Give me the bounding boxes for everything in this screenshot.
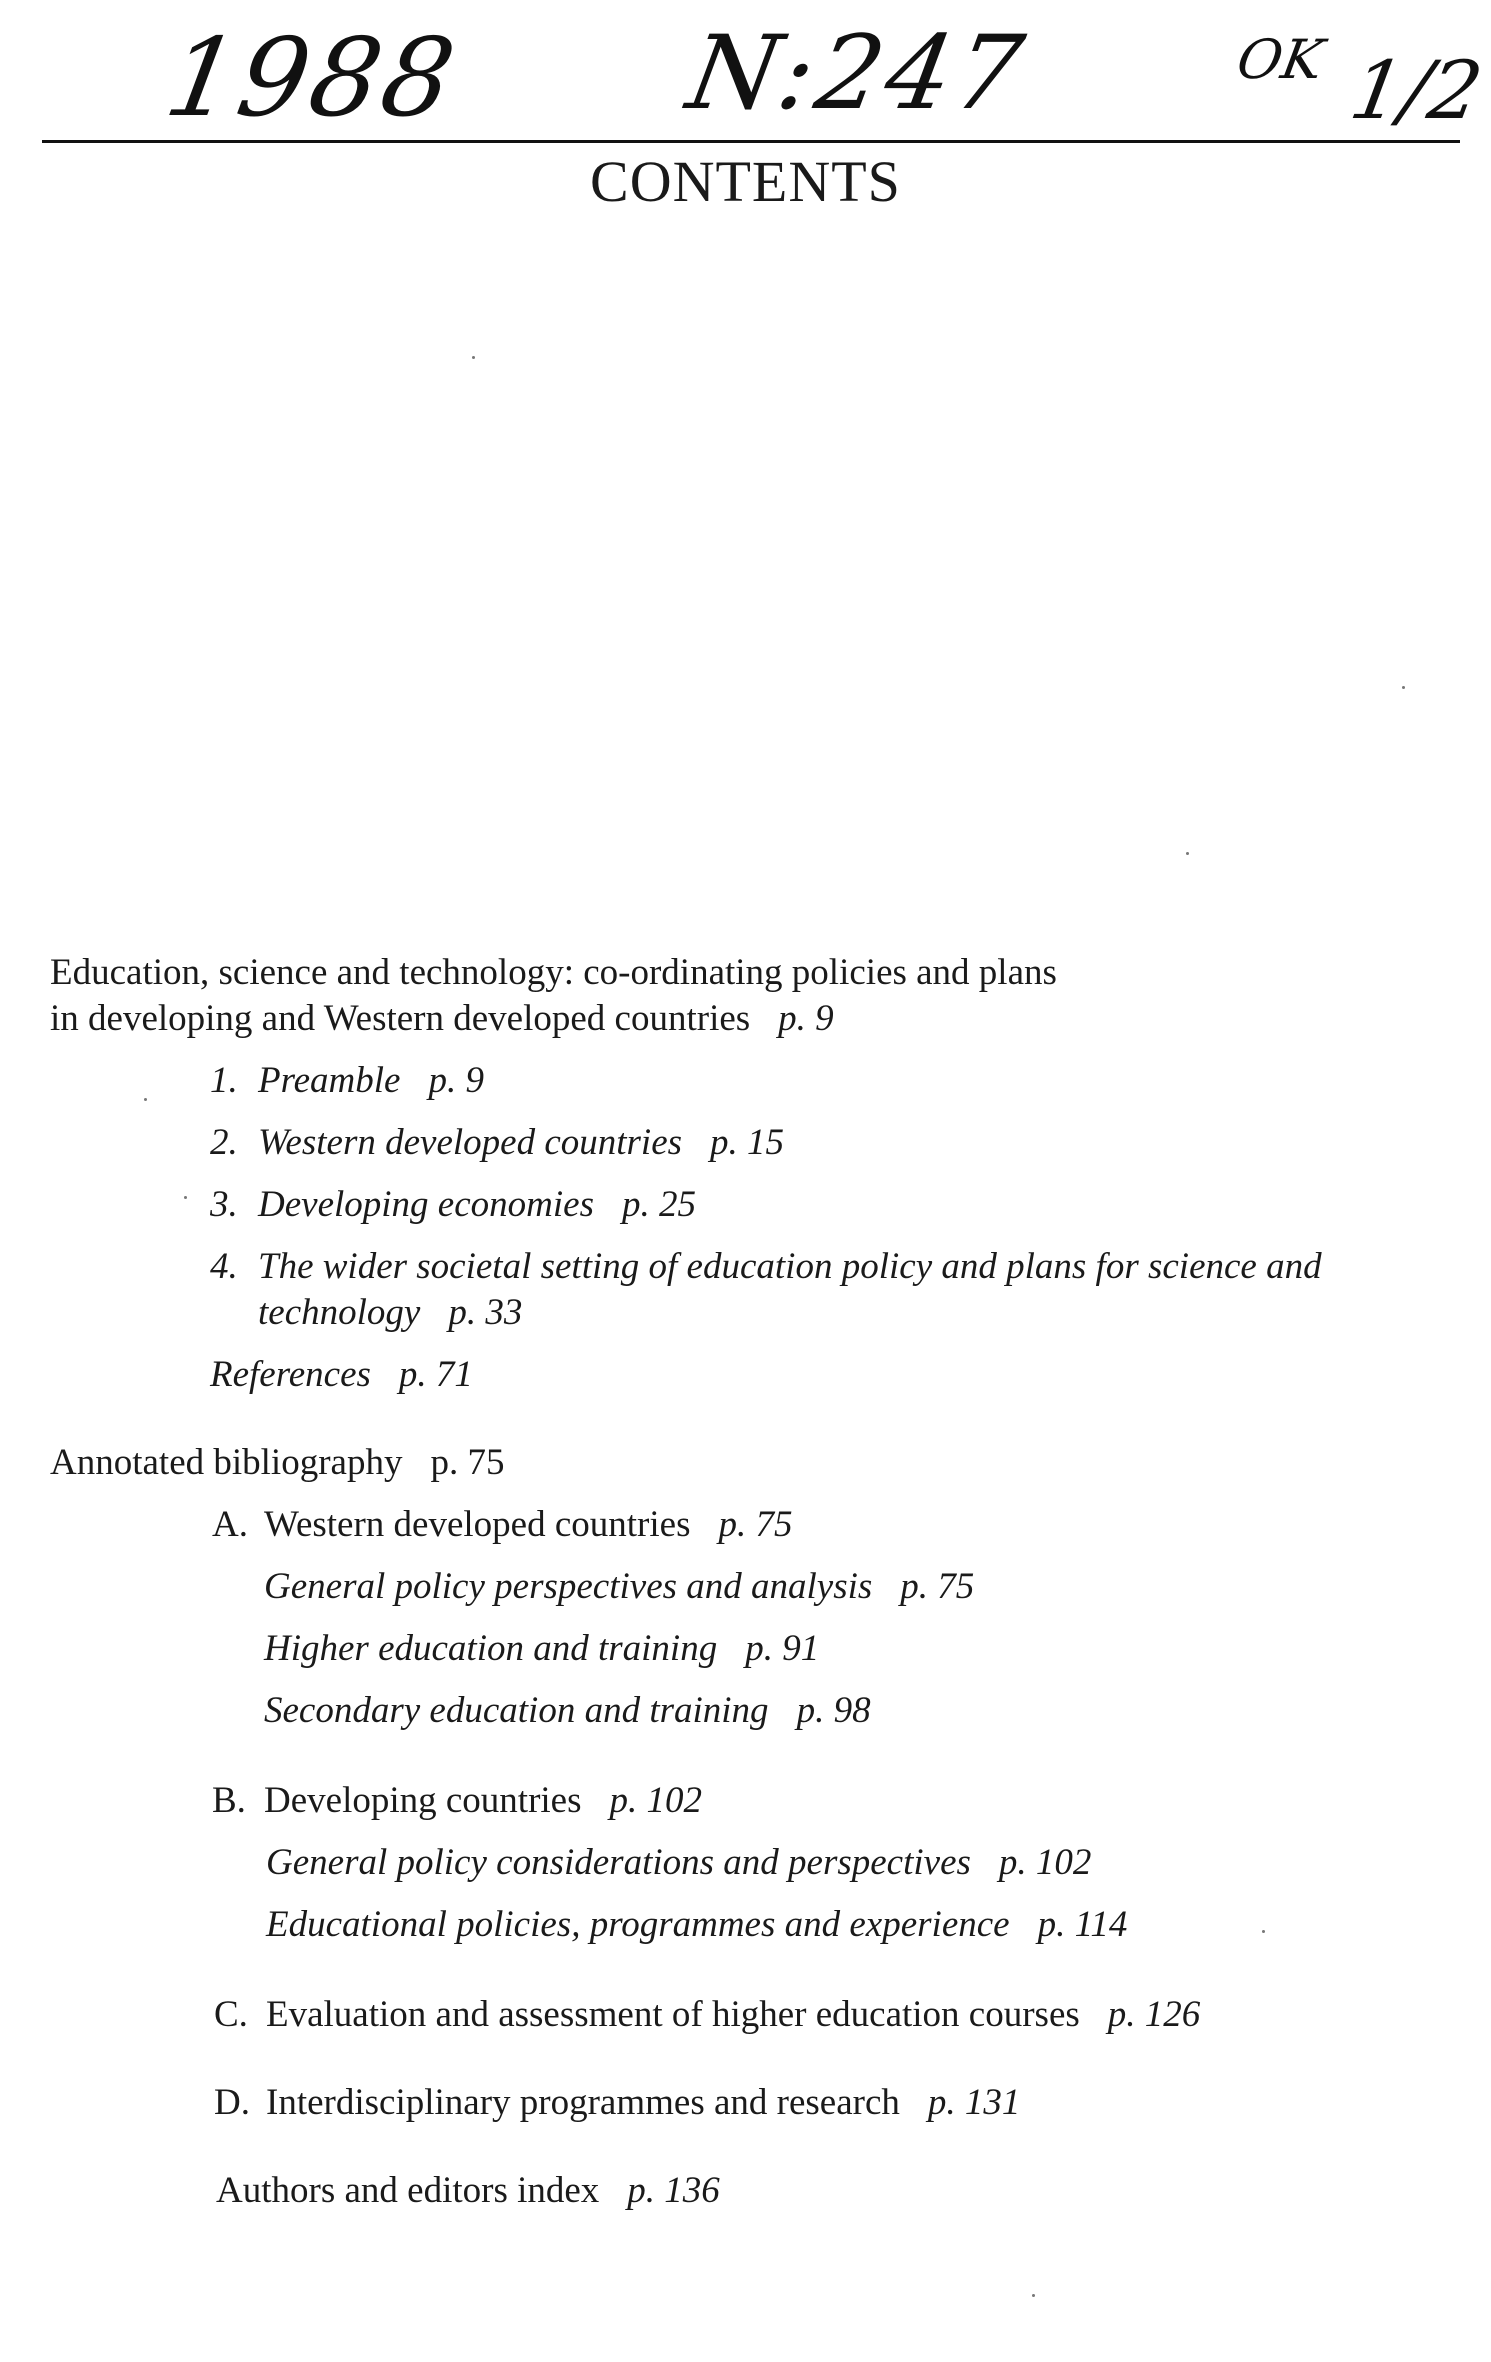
handwritten-ok: OK — [1232, 28, 1329, 91]
chapter-page: p. 9 — [428, 1060, 484, 1101]
references-page: p. 71 — [398, 1354, 473, 1395]
scan-speck — [184, 1196, 187, 1199]
scan-speck — [472, 356, 475, 359]
section-entry — [212, 1502, 792, 1548]
chapter-title: Western developed countries — [258, 1122, 683, 1163]
bibliography-title: Annotated bibliography — [50, 1442, 403, 1483]
chapter-title: Preamble — [258, 1060, 401, 1101]
chapter-number: 2. — [210, 1122, 238, 1163]
handwritten-year: 1988 — [156, 16, 466, 141]
subsection-entry — [264, 1688, 871, 1734]
section-letter: B. — [212, 1780, 246, 1821]
references-title: References — [210, 1354, 371, 1395]
handwritten-fraction: 1/2 — [1343, 44, 1489, 137]
section-entry — [212, 1778, 702, 1824]
section-title: Interdisciplinary programmes and research — [266, 2082, 900, 2123]
subsection-entry — [266, 1902, 1127, 1948]
chapter-entry — [210, 1120, 784, 1166]
chapter-number: 3. — [210, 1184, 238, 1225]
intro-title-line-1: Education, science and technology: co-ordinating policies and plans — [50, 952, 1057, 993]
scan-speck — [1032, 2294, 1035, 2297]
chapter-entry — [210, 1058, 484, 1104]
index-entry — [216, 2168, 720, 2214]
bibliography-entry — [50, 1440, 504, 1486]
handwritten-number: N:247 — [679, 14, 1036, 133]
chapter-title: Developing economies — [258, 1184, 594, 1225]
section-letter: C. — [214, 1994, 248, 2035]
subsection-entry — [264, 1626, 819, 1672]
intro-line-2 — [50, 996, 834, 1042]
subsection-page: p. 75 — [900, 1566, 975, 1607]
intro-title-line-2: in developing and Western developed countries — [50, 998, 751, 1039]
chapter-page: p. 15 — [710, 1122, 785, 1163]
chapter-entry — [210, 1182, 696, 1228]
section-entry — [214, 1992, 1200, 2038]
page-title: CONTENTS — [590, 149, 901, 214]
chapter-title-continued: technology — [258, 1292, 421, 1333]
index-page: p. 136 — [627, 2170, 720, 2211]
chapter-number: 1. — [210, 1060, 238, 1101]
section-page: p. 75 — [718, 1504, 793, 1545]
chapter-entry — [210, 1244, 1322, 1290]
index-title: Authors and editors index — [216, 2170, 600, 2211]
section-title: Developing countries — [264, 1780, 582, 1821]
scan-speck — [1186, 852, 1189, 855]
scan-speck — [1402, 686, 1405, 689]
subsection-page: p. 98 — [796, 1690, 871, 1731]
chapter-number: 4. — [210, 1246, 238, 1287]
subsection-title: Higher education and training — [264, 1628, 718, 1669]
section-page: p. 126 — [1107, 1994, 1201, 2035]
references-entry — [210, 1352, 473, 1398]
subsection-entry — [264, 1564, 974, 1610]
intro-line-1 — [50, 950, 1057, 996]
chapter-page: p. 33 — [448, 1292, 523, 1333]
intro-page: p. 9 — [778, 998, 834, 1039]
subsection-page: p. 114 — [1037, 1904, 1128, 1945]
subsection-page: p. 102 — [998, 1842, 1092, 1883]
subsection-title: Educational policies, programmes and experience — [266, 1904, 1010, 1945]
section-title: Evaluation and assessment of higher education courses — [266, 1994, 1080, 2035]
section-letter: D. — [214, 2082, 250, 2123]
subsection-title: General policy considerations and perspectives — [266, 1842, 971, 1883]
subsection-title: Secondary education and training — [264, 1690, 769, 1731]
section-page: p. 102 — [609, 1780, 702, 1821]
section-page: p. 131 — [927, 2082, 1021, 2123]
chapter-entry-continued — [258, 1290, 522, 1336]
header-rule — [42, 140, 1460, 143]
subsection-entry — [266, 1840, 1091, 1886]
scan-speck — [144, 1098, 147, 1101]
subsection-page: p. 91 — [745, 1628, 820, 1669]
chapter-page: p. 25 — [621, 1184, 696, 1225]
chapter-title: The wider societal setting of education policy and plans for science and — [258, 1246, 1322, 1287]
section-entry — [214, 2080, 1020, 2126]
section-letter: A. — [212, 1504, 248, 1545]
bibliography-page: p. 75 — [430, 1442, 505, 1483]
subsection-title: General policy perspectives and analysis — [264, 1566, 873, 1607]
scan-speck — [1262, 1930, 1265, 1933]
section-title: Western developed countries — [264, 1504, 691, 1545]
